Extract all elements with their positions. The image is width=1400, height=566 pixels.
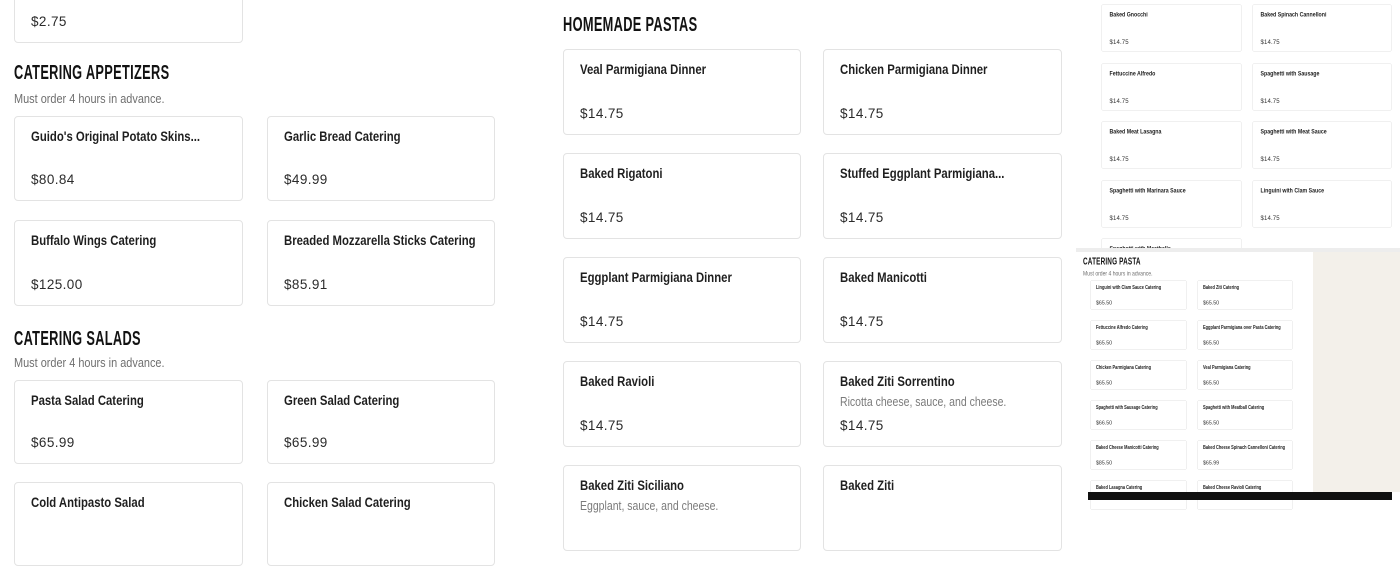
item-name: Spaghetti with Sausage Catering [1096,404,1158,411]
menu-item-card[interactable] [1090,280,1187,310]
menu-item-card[interactable] [267,482,495,566]
item-name: Chicken Parmigiana Dinner [840,62,988,77]
item-price: $65.99 [31,435,75,450]
item-price: $65.99 [1203,460,1220,466]
menu-item-card[interactable] [1101,63,1242,111]
mini-menu-page-1 [1076,0,1400,250]
menu-item-card[interactable] [823,257,1062,343]
item-name: Fettuccine Alfredo Catering [1096,324,1148,331]
item-price: $14.75 [580,418,624,433]
item-name: Baked Rigatoni [580,166,663,181]
item-price: $14.75 [580,106,624,121]
item-name: Veal Parmigiana Dinner [580,62,707,77]
menu-item-card[interactable] [563,361,801,447]
menu-item-card[interactable] [1252,180,1392,228]
item-price: $65.50 [1203,380,1220,386]
item-price: $85.50 [1096,460,1113,466]
menu-item-card[interactable] [1197,280,1293,310]
item-price: $14.75 [580,210,624,225]
item-name: Baked Cheese Manicotti Catering [1096,444,1159,451]
section-note: Must order 4 hours in advance. [14,91,165,106]
item-name: Baked Ravioli [580,374,655,389]
item-price: $66.50 [1096,420,1113,426]
menu-item-card[interactable] [1197,360,1293,390]
menu-item-card[interactable] [14,116,243,201]
section-heading-catering-appetizers: CATERING APPETIZERS [14,62,170,84]
menu-item-card[interactable] [563,49,801,135]
item-price: $14.75 [1260,214,1280,222]
item-name: Linguini with Clam Sauce Catering [1096,284,1162,291]
item-name: Green Salad Catering [284,393,400,408]
item-name: Buffalo Wings Catering [31,233,157,248]
menu-item-card[interactable] [563,465,801,551]
menu-item-card[interactable] [14,482,243,566]
item-name: Baked Ziti [840,478,895,493]
menu-item-card[interactable] [14,220,243,306]
menu-item-card[interactable] [1197,400,1293,430]
item-price: $125.00 [31,277,83,292]
item-price: $65.50 [1096,340,1113,346]
item-price: $14.75 [1260,38,1280,46]
item-price: $14.75 [1109,155,1129,163]
item-price: $14.75 [580,314,624,329]
item-name: Spaghetti with Meat Sauce [1260,128,1327,135]
item-price: $14.75 [840,210,884,225]
item-name: Breaded Mozzarella Sticks Catering [284,233,476,248]
menu-item-card[interactable] [1090,320,1187,350]
menu-item-card[interactable] [1090,440,1187,470]
item-price: $2.75 [31,14,67,29]
page-footer-bar [1088,492,1392,500]
item-name: Baked Lasagna Catering [1096,484,1143,491]
section-heading-catering-salads: CATERING SALADS [14,328,141,350]
menu-item-card[interactable] [1197,320,1293,350]
mini-menu-page-2 [1076,252,1312,500]
item-price: $14.75 [1109,214,1129,222]
item-price: $14.75 [1109,97,1129,105]
item-name: Baked Ziti Siciliano [580,478,684,493]
menu-item-card[interactable] [1101,180,1242,228]
item-name: Baked Gnocchi [1109,11,1148,18]
item-description: Eggplant, sauce, and cheese. [580,499,719,513]
section-heading-homemade-pastas: HOMEMADE PASTAS [563,14,698,36]
menu-item-card[interactable] [1090,400,1187,430]
item-name: Spaghetti with Sausage [1260,70,1320,77]
section-heading-catering-pasta: CATERING PASTA [1083,256,1141,267]
item-price: $14.75 [840,106,884,121]
item-name: Baked Ziti Catering [1203,284,1240,291]
menu-item-card[interactable] [1090,360,1187,390]
menu-item-card[interactable] [267,380,495,464]
item-price: $14.75 [1109,38,1129,46]
item-price: $85.91 [284,277,328,292]
item-description: Ricotta cheese, sauce, and cheese. [840,395,1007,409]
item-price: $65.50 [1203,300,1220,306]
item-name: Veal Parmigiana Catering [1203,364,1251,371]
item-price: $49.99 [284,172,328,187]
item-name: Garlic Bread Catering [284,129,401,144]
item-price: $65.50 [1096,380,1113,386]
item-name: Eggplant Parmigiana over Pasta Catering [1203,324,1281,331]
item-name: Chicken Salad Catering [284,495,411,510]
section-note: Must order 4 hours in advance. [14,355,165,370]
item-name: Stuffed Eggplant Parmigiana... [840,166,1005,181]
menu-item-card[interactable] [267,116,495,201]
menu-item-card[interactable] [1252,63,1392,111]
menu-item-card[interactable] [563,153,801,239]
item-price: $80.84 [31,172,75,187]
item-price: $65.99 [284,435,328,450]
item-name: Cold Antipasto Salad [31,495,145,510]
item-price: $65.50 [1203,420,1220,426]
menu-item-card[interactable] [563,257,801,343]
menu-item-card[interactable] [1101,121,1242,169]
menu-item-card[interactable] [823,153,1062,239]
item-name: Eggplant Parmigiana Dinner [580,270,732,285]
menu-item-card[interactable] [1197,440,1293,470]
menu-item-card[interactable] [14,0,243,43]
menu-item-card[interactable] [14,380,243,464]
item-name: Guido's Original Potato Skins... [31,129,201,144]
menu-item-card[interactable] [1252,4,1392,52]
menu-item-card[interactable] [823,49,1062,135]
item-price: $65.50 [1096,300,1113,306]
item-price: $14.75 [840,418,884,433]
item-name: Baked Spinach Cannelloni [1260,11,1327,18]
item-name: Baked Cheese Spinach Cannelloni Catering [1203,444,1286,451]
section-note: Must order 4 hours in advance. [1083,270,1153,277]
decorative-beige-block [1313,252,1400,492]
item-name: Chicken Parmigiana Catering [1096,364,1152,371]
item-name: Spaghetti with Marinara Sauce [1109,187,1186,194]
item-name: Baked Ziti Sorrentino [840,374,955,389]
item-price: $14.75 [1260,97,1280,105]
item-name: Baked Cheese Ravioli Catering [1203,484,1262,491]
menu-item-card[interactable] [823,361,1062,447]
menu-item-card[interactable] [1252,121,1392,169]
item-price: $14.75 [1260,155,1280,163]
menu-item-card[interactable] [823,465,1062,551]
menu-item-card[interactable] [267,220,495,306]
item-name: Spaghetti with Meatball Catering [1203,404,1265,411]
item-name: Fettuccine Alfredo [1109,70,1156,77]
item-name: Linguini with Clam Sauce [1260,187,1325,194]
item-price: $14.75 [840,314,884,329]
item-name: Pasta Salad Catering [31,393,144,408]
item-name: Baked Manicotti [840,270,927,285]
menu-item-card[interactable] [1101,4,1242,52]
item-name: Baked Meat Lasagna [1109,128,1162,135]
item-price: $65.50 [1203,340,1220,346]
